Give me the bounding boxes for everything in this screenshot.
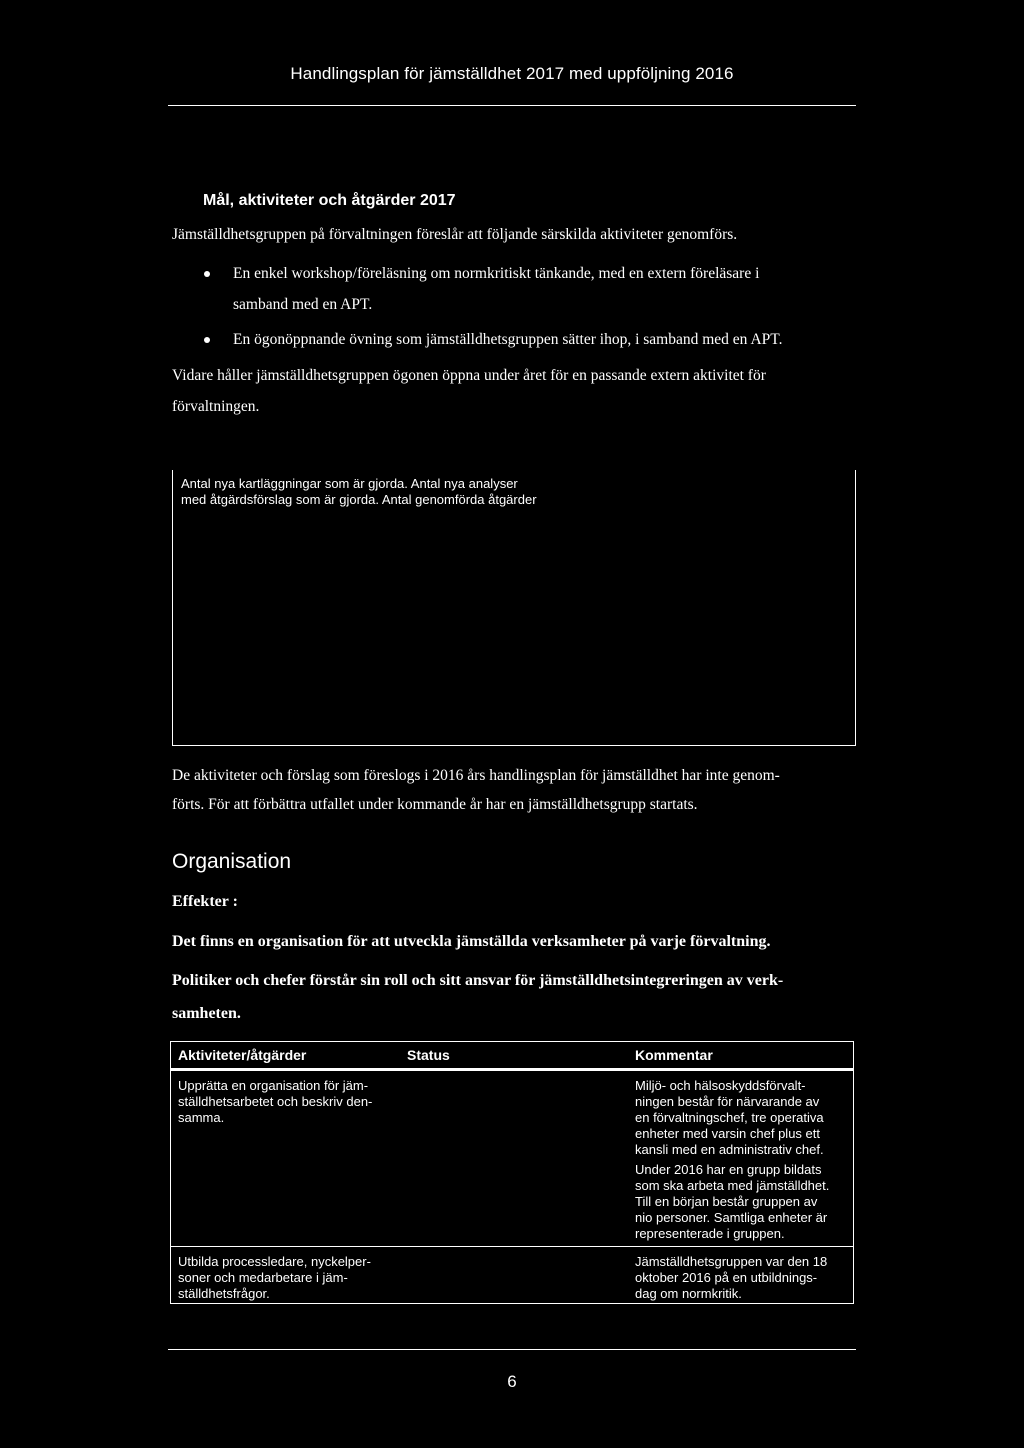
row-1-comment-line-3: en förvaltningschef, tre operativa [635,1110,824,1125]
running-header: Handlingsplan för jämställdhet 2017 med uppföljning 2016 [290,64,734,83]
column-header-comment: Kommentar [635,1047,713,1063]
footer-rule [168,1349,856,1350]
row-1-comment-line-1: Miljö- och hälsoskyddsförvalt- [635,1078,806,1093]
table-row-divider [170,1246,854,1247]
effects-label: Effekter : [172,893,238,910]
row-1-activity-line-2: ställdhetsarbetet och beskriv den- [178,1094,373,1109]
followup-line-2: förts. För att förbättra utfallet under kommande år har en jämställdhetsgrupp startats. [172,796,698,813]
row-2-activity-line-2: soner och medarbetare i jäm- [178,1270,348,1285]
row-1-comment-line-10: representerade i gruppen. [635,1226,785,1241]
row-2-comment-line-3: dag om normkritik. [635,1286,742,1301]
row-1-comment-line-6: Under 2016 har en grupp bildats [635,1162,822,1177]
goals-closing-line-1: Vidare håller jämställdhetsgruppen ögonen öppna under året för en passande extern aktivitet för [172,367,766,384]
effect-2-line-2: samheten. [172,1005,241,1022]
row-1-comment-line-7: som ska arbeta med jämställdhet. [635,1178,830,1193]
effect-2-line-1: Politiker och chefer förstår sin roll och sitt ansvar för jämställdhetsintegreringen av verk- [172,972,784,989]
followup-line-1: De aktiviteter och förslag som föreslogs i 2016 års handlingsplan för jämställdhet har inte genom- [172,767,780,784]
row-2-activity-line-3: ställdhetsfrågor. [178,1286,270,1301]
row-1-comment-line-2: ningen består för närvarande av [635,1094,820,1109]
bullet-1-line-2: samband med en APT. [233,296,373,313]
goals-heading: Mål, aktiviteter och åtgärder 2017 [203,192,456,209]
row-2-activity-line-1: Utbilda processledare, nyckelper- [178,1254,371,1269]
table-header-rule [170,1068,854,1071]
bullet-dot [204,337,210,343]
measures-line-2: med åtgärdsförslag som är gjorda. Antal genomförda åtgärder [181,492,537,507]
bullet-dot [204,271,210,277]
bullet-2-line-1: En ögonöppnande övning som jämställdhetsgruppen sätter ihop, i samband med en APT. [233,331,783,348]
measures-line-1: Antal nya kartläggningar som är gjorda. Antal nya analyser [181,476,518,491]
organisation-heading: Organisation [172,850,292,873]
measures-box [172,470,856,746]
goals-intro: Jämställdhetsgruppen på förvaltningen föreslår att följande särskilda aktiviteter genomförs. [172,226,738,243]
effect-1: Det finns en organisation för att utveckla jämställda verksamheter på varje förvaltning. [172,933,771,950]
goals-closing-line-2: förvaltningen. [172,398,260,415]
header-rule [168,105,856,106]
column-header-status: Status [407,1047,450,1063]
row-1-activity-line-1: Upprätta en organisation för jäm- [178,1078,369,1093]
row-1-comment-line-4: enheter med varsin chef plus ett [635,1126,820,1141]
row-1-comment-line-9: nio personer. Samtliga enheter är [635,1210,828,1225]
column-header-activities: Aktiviteter/åtgärder [178,1047,307,1063]
row-1-comment-line-5: kansli med en administrativ chef. [635,1142,824,1157]
row-2-comment-line-1: Jämställdhetsgruppen var den 18 [635,1254,828,1269]
row-1-activity-line-3: samma. [178,1110,225,1125]
page-number: 6 [507,1372,517,1391]
row-1-comment-line-8: Till en början består gruppen av [635,1194,818,1209]
bullet-1-line-1: En enkel workshop/föreläsning om normkritiskt tänkande, med en extern föreläsare i [233,265,760,282]
row-2-comment-line-2: oktober 2016 på en utbildnings- [635,1270,818,1285]
